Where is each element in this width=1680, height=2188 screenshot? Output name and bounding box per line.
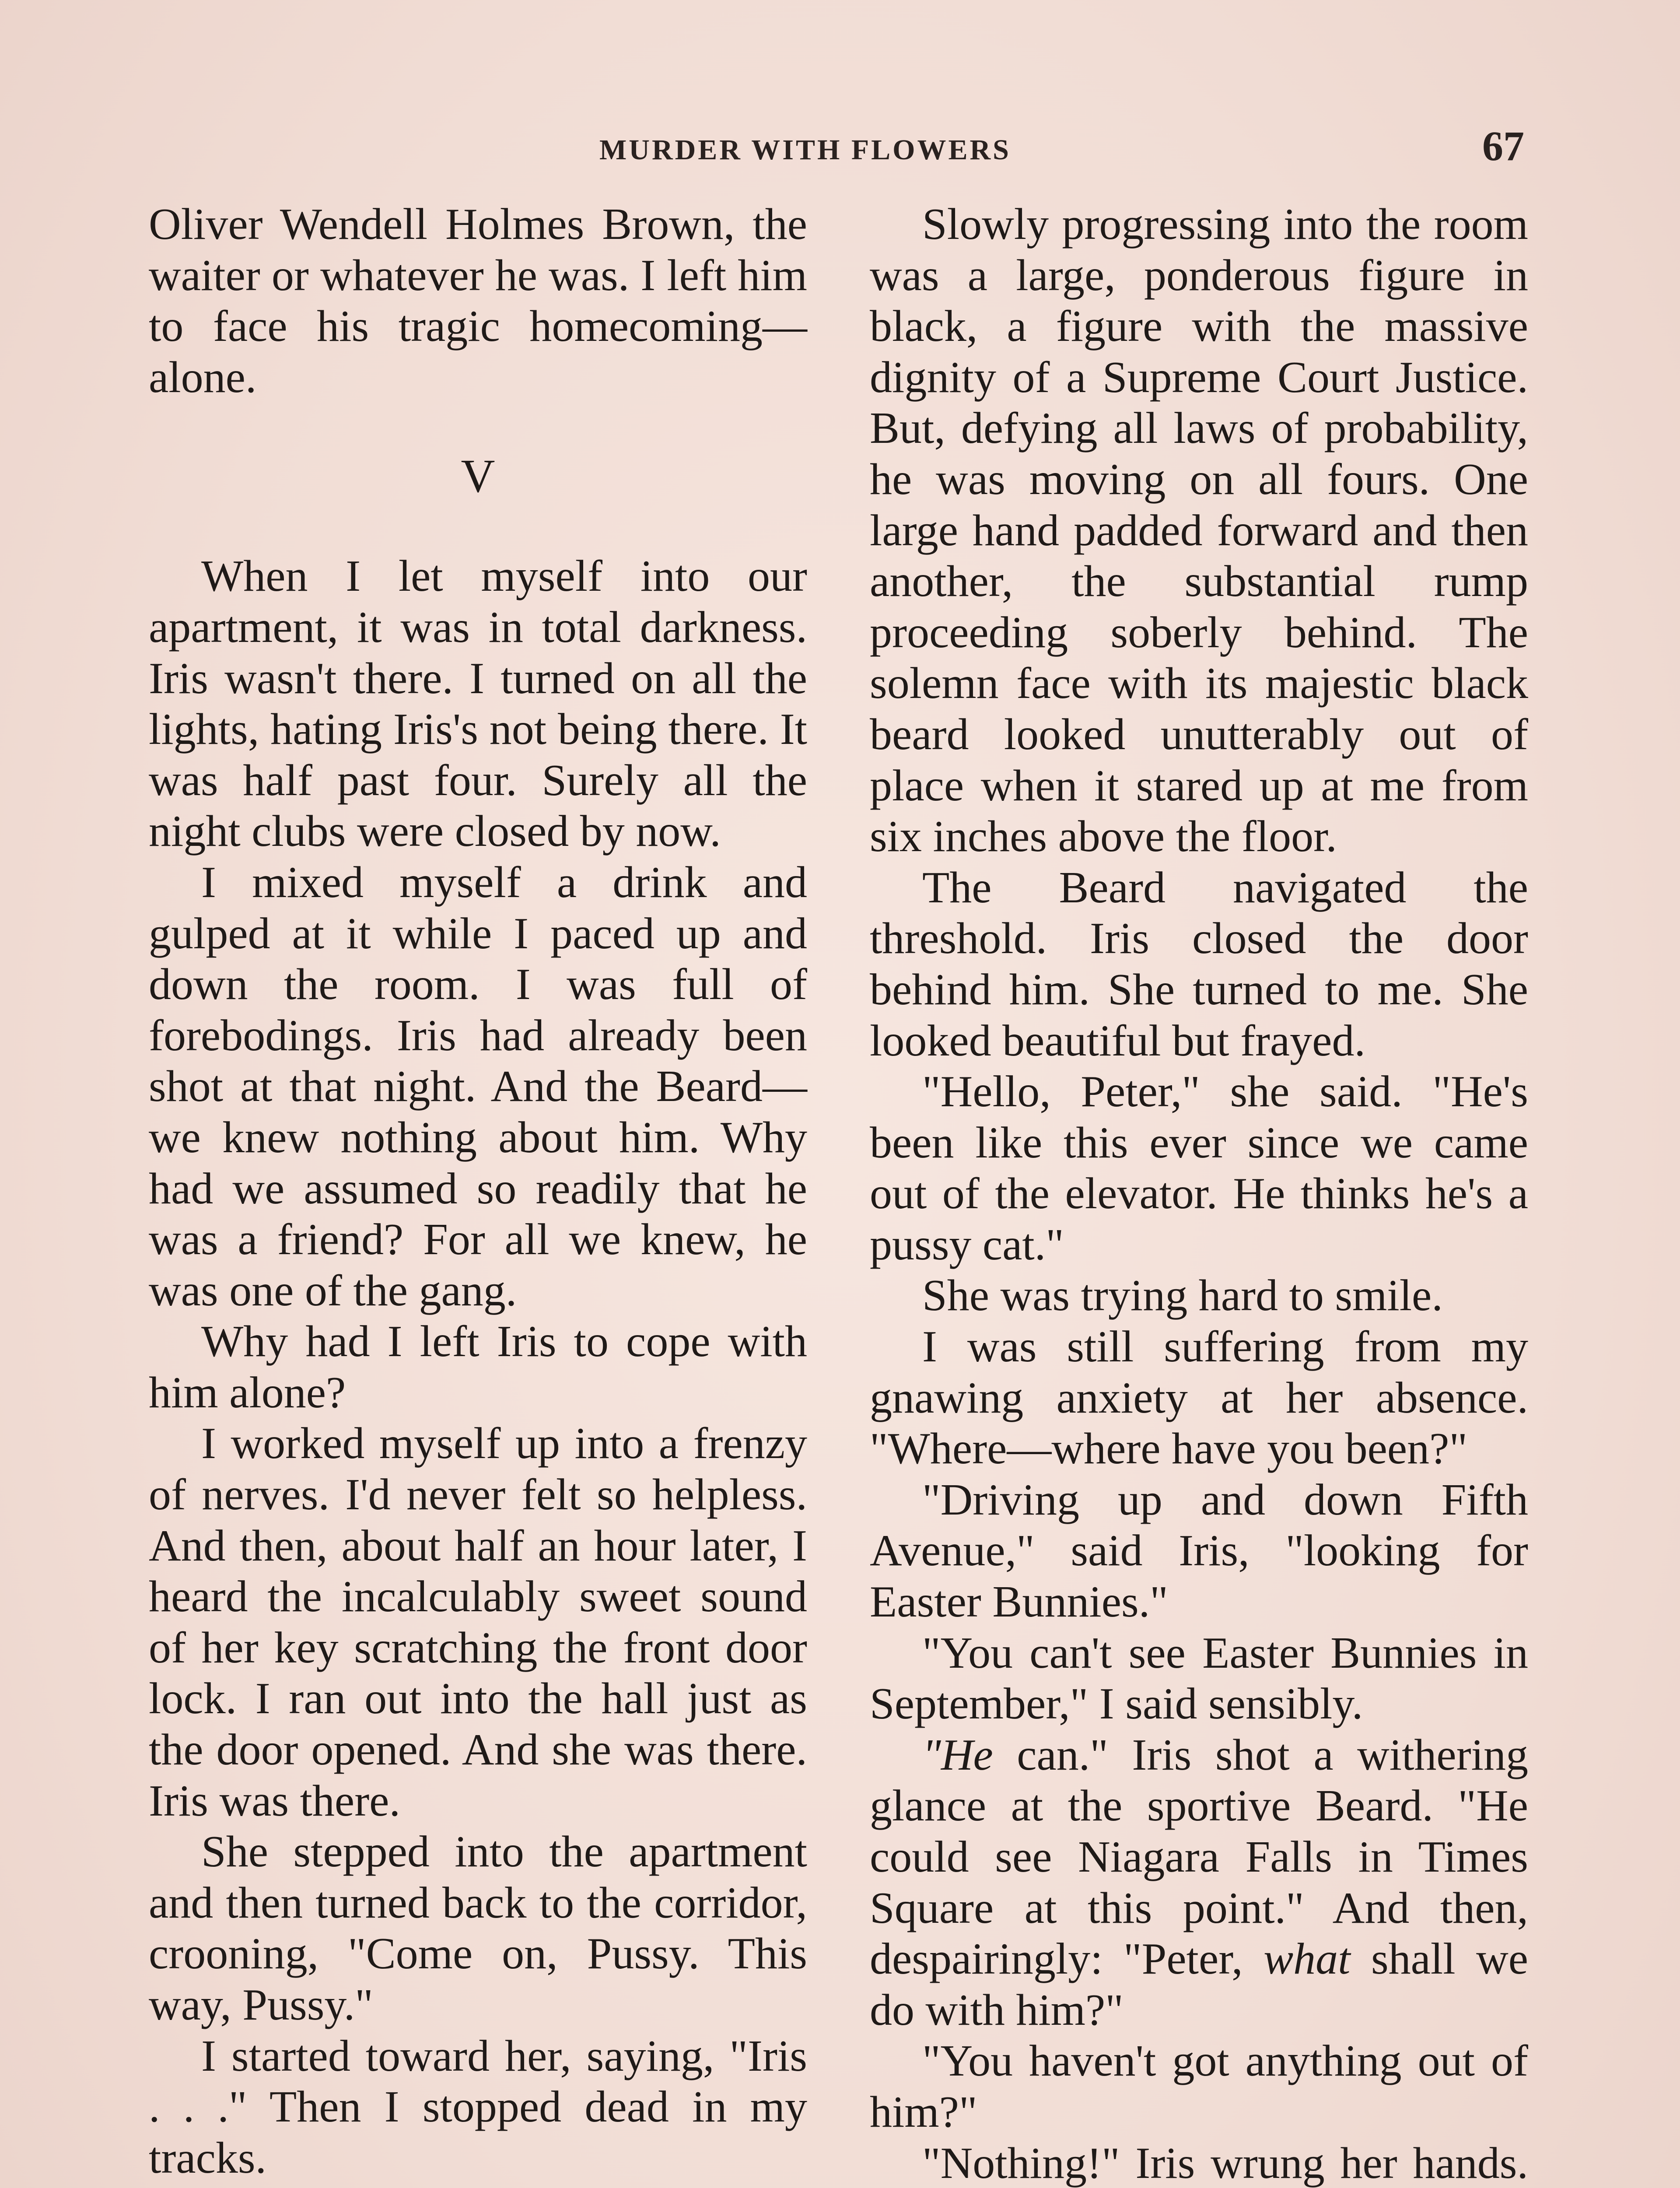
paragraph: "Nothing!" Iris wrung her hands. xyxy=(922,2138,1528,2188)
paragraph: I started toward her, saying, "Iris . . ." Then I stopped dead in my tracks. xyxy=(149,2031,807,2183)
section-heading: V xyxy=(461,450,495,503)
left-column xyxy=(149,199,807,2184)
paragraph: Why had I left Iris to cope with him alone? xyxy=(149,1317,807,1417)
paragraph: "Driving up and down Fifth Avenue," said Iris, "looking for Easter Bunnies." xyxy=(870,1475,1528,1627)
paragraph: She was trying hard to smile. xyxy=(922,1271,1443,1321)
paragraph: I worked myself up into a frenzy of nerves. I'd never felt so helpless. And then, about half an hour later, I heard the incalculably sweet sound of her key scratching the front door lock. I ran out into the hall just as the door opened. And she was there. Iris was there. xyxy=(149,1419,807,1826)
paragraph: I was still suffering from my gnawing anxiety at her absence. "Where—where have you been?" xyxy=(870,1322,1528,1474)
page-number: 67 xyxy=(1482,123,1524,169)
paragraph: Slowly progressing into the room was a large, ponderous figure in black, a figure with the massive dignity of a Supreme Court Justice. But, defying all laws of probability, he was moving on all fours. One large hand padded forward and then another, the substantial rump proceeding soberly behind. The solemn face with its majestic black beard looked unutterably out of place when it stared up at me from six inches above the floor. xyxy=(870,200,1528,862)
paragraph: "You haven't got anything out of him?" xyxy=(870,2036,1528,2137)
paragraph: The Beard navigated the threshold. Iris closed the door behind him. She turned to me. She looked beautiful but frayed. xyxy=(870,863,1528,1066)
paragraph: When I let myself into our apartment, it was in total darkness. Iris wasn't there. I turned on all the lights, hating Iris's not being there. It was half past four. Surely all the night clubs were closed by now. xyxy=(149,551,807,856)
running-title: MURDER WITH FLOWERS xyxy=(599,134,1011,166)
emphasis: what xyxy=(1264,1934,1351,1984)
paragraph xyxy=(870,1730,1528,2036)
paragraph: "Hello, Peter," she said. "He's been like this ever since we came out of the elevator. He thinks he's a pussy cat." xyxy=(870,1067,1528,1269)
text-run: shall we do with him?" xyxy=(870,1934,1528,2035)
text-run: can." Iris shot a withering glance at the sportive Beard. "He could see Niagara Falls in Times Square at this point." And then, despairingly: "Peter, xyxy=(870,1730,1528,1984)
paragraph: She stepped into the apartment and then turned back to the corridor, crooning, "Come on, Pussy. This way, Pussy." xyxy=(149,1827,807,2030)
paragraph: I mixed myself a drink and gulped at it while I paced up and down the room. I was full of forebodings. Iris had already been shot at that night. And the Beard—we knew nothing about him. Why had we assumed so readily that he was a friend? For all we knew, he was one of the gang. xyxy=(149,857,807,1315)
emphasis: "He xyxy=(922,1730,993,1780)
paragraph: "You can't see Easter Bunnies in September," I said sensibly. xyxy=(870,1628,1528,1729)
right-column xyxy=(870,199,1528,2188)
paragraph: Oliver Wendell Holmes Brown, the waiter or whatever he was. I left him to face his tragic homecoming—alone. xyxy=(149,200,807,402)
